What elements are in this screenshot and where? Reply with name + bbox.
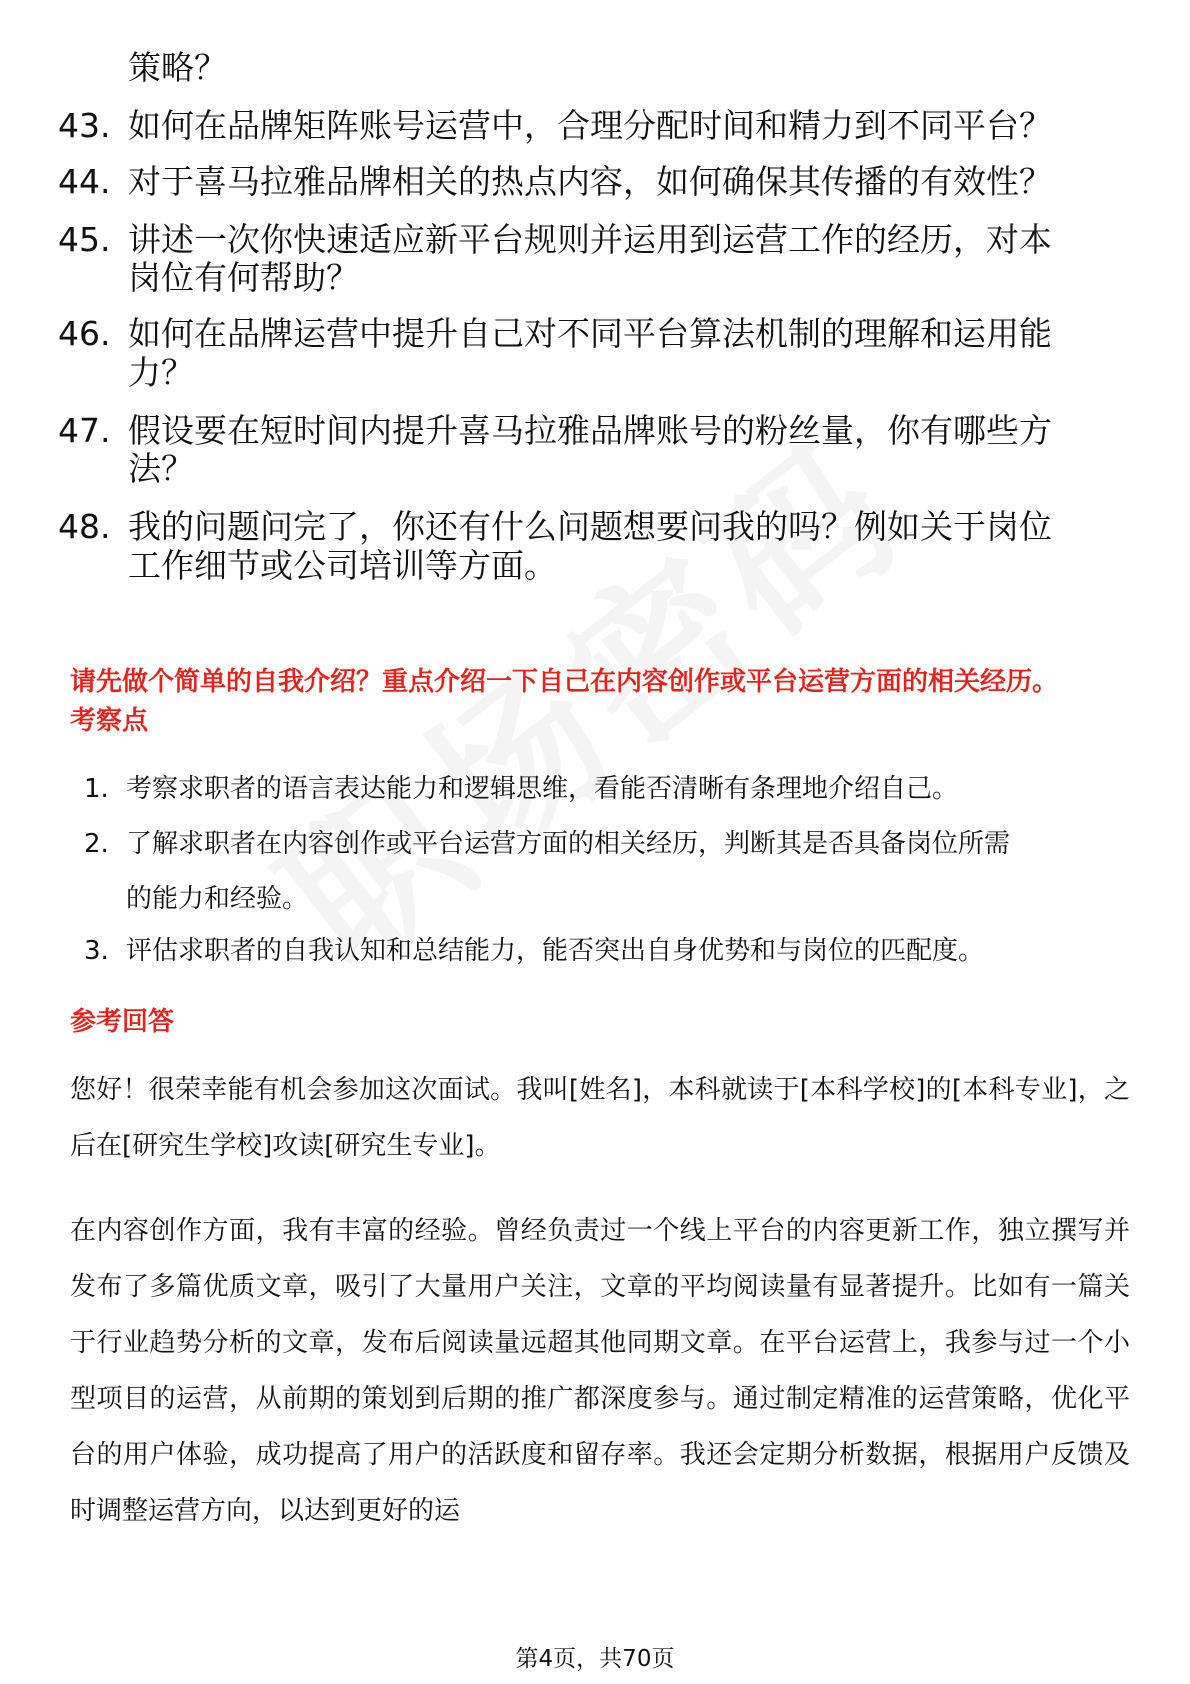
- page-footer: 第4页，共70页: [515, 1646, 675, 1672]
- point-number: 1.: [84, 774, 109, 804]
- question-number: 47.: [58, 411, 111, 450]
- question-text: 我的问题问完了，你还有什么问题想要问我的吗？例如关于岗位: [128, 507, 1052, 546]
- answer-paragraph-2: 在内容创作方面，我有丰富的经验。曾经负责过一个线上平台的内容更新工作，独立撰写并发布了多篇优质文章，吸引了大量用户关注，文章的平均阅读量有显著提升。比如有一篇关于行业趋势分析的文章，发布后阅读量远超其他同期文章。在平台运营上，我参与过一个小型项目的运营，从前期的策划到后期的推广都深度参与。通过制定精准的运营策略，优化平台的用户体验，成功提高了用户的活跃度和留存率。我还会定期分析数据，根据用户反馈及时调整运营方向，以达到更好的运: [70, 1216, 1130, 1526]
- question-number: 48.: [58, 507, 111, 546]
- question-text: 假设要在短时间内提升喜马拉雅品牌账号的粉丝量，你有哪些方: [128, 411, 1052, 450]
- point-text: 的能力和经验。: [126, 884, 309, 914]
- answer-paragraph-1: 您好！很荣幸能有机会参加这次面试。我叫[姓名]，本科就读于[本科学校]的[本科专业]，之后在[研究生学校]攻读[研究生专业]。: [70, 1075, 1130, 1161]
- point-text: 了解求职者在内容创作或平台运营方面的相关经历，判断其是否具备岗位所需: [126, 829, 1011, 859]
- point-text: 评估求职者的自我认知和总结能力，能否突出自身优势和与岗位的匹配度。: [126, 936, 985, 966]
- point-number: 3.: [84, 936, 109, 966]
- question-text: 如何在品牌矩阵账号运营中，合理分配时间和精力到不同平台？: [128, 106, 1052, 145]
- question-42-tail: 策略？: [128, 48, 227, 87]
- question-number: 46.: [58, 314, 111, 353]
- question-text: 讲述一次你快速适应新平台规则并运用到运营工作的经历，对本: [128, 220, 1052, 259]
- question-text: 对于喜马拉雅品牌相关的热点内容，如何确保其传播的有效性？: [128, 162, 1052, 201]
- point-number: 2.: [84, 829, 109, 859]
- question-text: 如何在品牌运营中提升自己对不同平台算法机制的理解和运用能: [128, 314, 1052, 353]
- question-text-cont: 岗位有何帮助？: [128, 258, 359, 297]
- section-headline: 请先做个简单的自我介绍？重点介绍一下自己在内容创作或平台运营方面的相关经历。: [70, 667, 1059, 697]
- question-number: 45.: [58, 220, 111, 259]
- point-text: 考察求职者的语言表达能力和逻辑思维，看能否清晰有条理地介绍自己。: [126, 774, 959, 804]
- question-number: 43.: [58, 106, 111, 145]
- points-title: 考察点: [70, 706, 149, 736]
- question-text-cont: 力？: [128, 353, 194, 392]
- question-text-cont: 法？: [128, 449, 194, 488]
- question-number: 44.: [58, 162, 111, 201]
- answer-title: 参考回答: [70, 1007, 175, 1037]
- question-text-cont: 工作细节或公司培训等方面。: [128, 546, 557, 585]
